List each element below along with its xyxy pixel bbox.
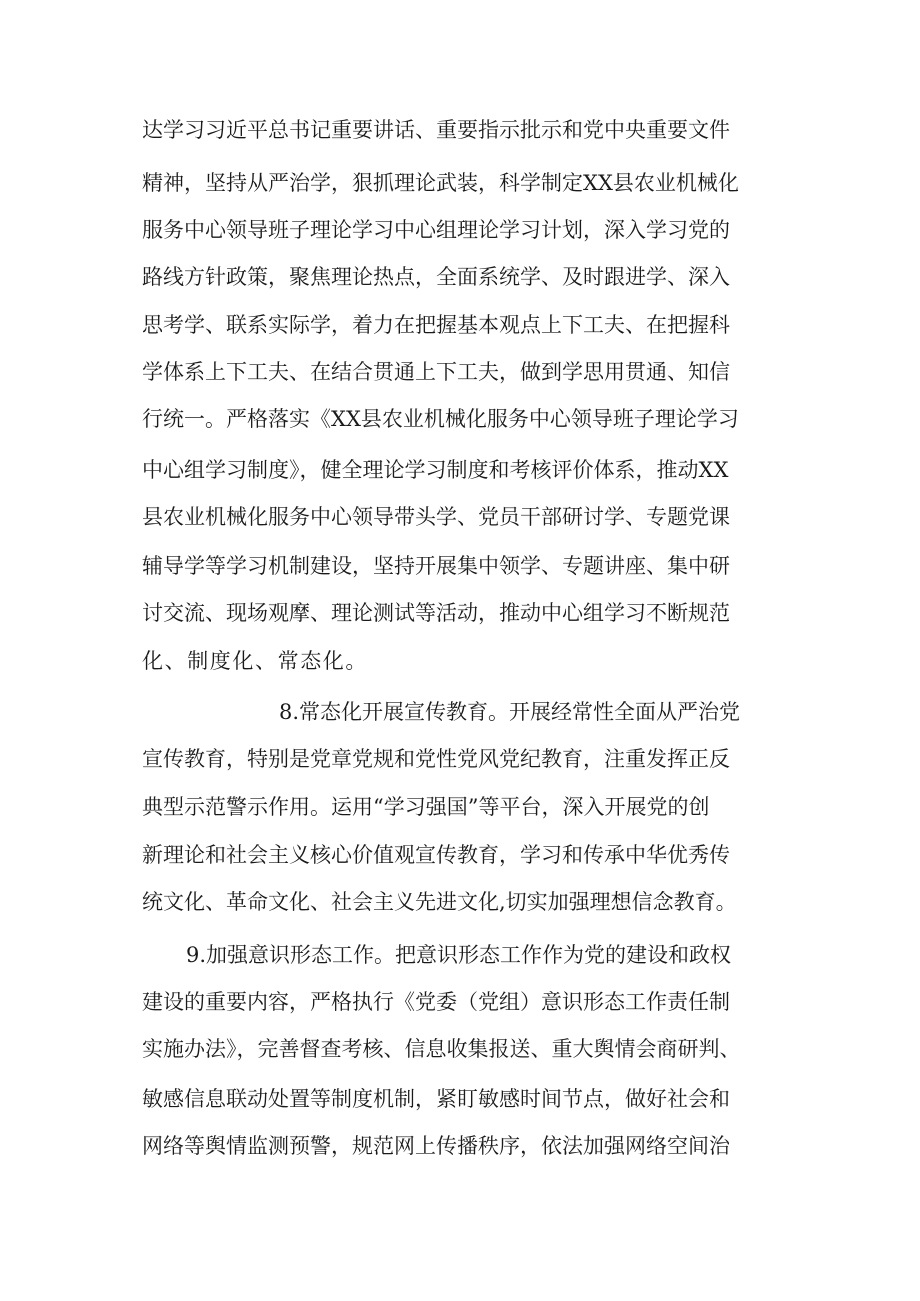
paragraph-line: 化、制度化、常态化。 <box>142 649 368 673</box>
paragraph-line: 新理论和社会主义核心价值观宣传教育，学习和传承中华优秀传 <box>142 843 730 867</box>
paragraph-line: 中心组学习制度》，健全理论学习制度和考核评价体系，推动XX <box>142 458 729 482</box>
paragraph-line: 实施办法》，完善督查考核、信息收集报送、重大舆情会商研判、 <box>142 1037 741 1061</box>
paragraph-line: 网络等舆情监测预警，规范网上传播秩序，依法加强网络空间治 <box>142 1134 730 1158</box>
paragraph-line: 思考学、联系实际学，着力在把握基本观点上下工夫、在把握科 <box>142 313 730 337</box>
paragraph-line: 辅导学等学习机制建设，坚持开展集中领学、专题讲座、集中研 <box>142 554 730 578</box>
paragraph-line: 典型示范警示作用。运用“学习强国”等平台，深入开展党的创 <box>142 795 710 819</box>
paragraph-line: 精神，坚持从严治学，狠抓理论武装，科学制定XX县农业机械化 <box>142 171 739 195</box>
paragraph-line: 统文化、革命文化、社会主义先进文化,切实加强理想信念教育。 <box>142 890 737 914</box>
paragraph-line: 学体系上下工夫、在结合贯通上下工夫，做到学思用贯通、知信 <box>142 360 730 384</box>
paragraph-line: 达学习习近平总书记重要讲话、重要指示批示和党中央重要文件 <box>142 118 730 142</box>
paragraph-line: 讨交流、现场观摩、理论测试等活动，推动中心组学习不断规范 <box>142 601 730 625</box>
paragraph-line: 服务中心领导班子理论学习中心组理论学习计划，深入学习党的 <box>142 218 730 242</box>
paragraph-line: 行统一。严格落实《XX县农业机械化服务中心领导班子理论学习 <box>142 407 739 431</box>
section-heading-line: 8.常态化开展宣传教育。开展经常性全面从严治党 <box>279 700 741 724</box>
paragraph-line: 路线方针政策，聚焦理论热点，全面系统学、及时跟进学、深入 <box>142 265 730 289</box>
paragraph-line: 县农业机械化服务中心领导带头学、党员干部研讨学、专题党课 <box>142 505 730 529</box>
section-heading-line: 9.加强意识形态工作。把意识形态工作作为党的建设和政权 <box>186 943 732 967</box>
paragraph-line: 建设的重要内容，严格执行《党委（党组）意识形态工作责任制 <box>142 990 730 1014</box>
paragraph-line: 敏感信息联动处置等制度机制，紧盯敏感时间节点，做好社会和 <box>142 1087 730 1111</box>
paragraph-line: 宣传教育，特别是党章党规和党性党风党纪教育，注重发挥正反 <box>142 747 730 771</box>
